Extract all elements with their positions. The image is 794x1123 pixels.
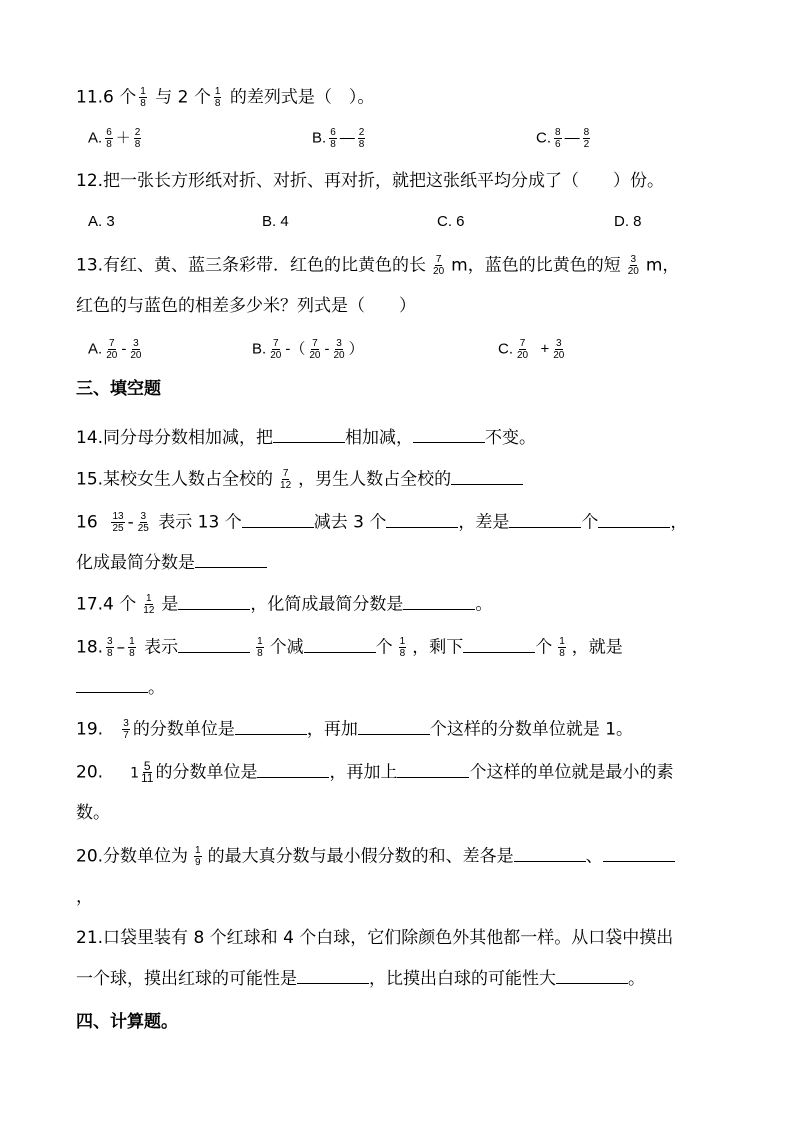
answer-blank[interactable]: [358, 720, 430, 735]
q11-text: 11.6 个: [76, 87, 137, 108]
q11-option-c[interactable]: C. $\frac{8}{6}$ — $\frac{8}{2}$: [536, 127, 590, 150]
answer-blank[interactable]: [273, 428, 345, 443]
question-17: 17.4 个 $\frac{1}{12}$ 是 ，化简成最简分数是 。: [76, 593, 493, 616]
q12-option-b[interactable]: B. 4: [262, 213, 289, 230]
q12-option-c[interactable]: C. 6: [437, 213, 465, 230]
question-20b-line2: ，: [76, 887, 93, 907]
question-13: 13.有红、黄、蓝三条彩带．红色的比黄色的长 $\frac{7}{20}$ m，蓝色的比黄色的短 $\frac{3}{20}$ m，: [76, 254, 680, 277]
answer-blank[interactable]: [178, 638, 250, 653]
answer-blank[interactable]: [403, 595, 475, 610]
answer-blank[interactable]: [514, 847, 586, 862]
question-20b: 20.分数单位为 $\frac{1}{9}$ 的最大真分数与最小假分数的和、差各是 、: [76, 845, 675, 868]
answer-blank[interactable]: [257, 763, 329, 778]
answer-blank[interactable]: [451, 470, 523, 485]
question-21: 21.口袋里装有 8 个红球和 4 个白球，它们除颜色外其他都一样。从口袋中摸出: [76, 928, 674, 948]
answer-blank[interactable]: [195, 553, 267, 568]
question-21-line2: 一个球，摸出红球的可能性是 ，比摸出白球的可能性大 。: [76, 969, 645, 989]
question-14: 14.同分母分数相加减，把 相加减， 不变。: [76, 428, 537, 448]
section-heading-3: 三、填空题: [76, 379, 161, 399]
answer-blank[interactable]: [304, 638, 376, 653]
q13-option-b[interactable]: B. $\frac{7}{20}$ -（ $\frac{7}{20}$ - $\frac{3}{20}$ ）: [252, 338, 364, 361]
answer-blank[interactable]: [386, 513, 458, 528]
question-18-line2: 。: [76, 677, 165, 699]
fraction: $\frac{1}{8}$: [214, 86, 221, 109]
answer-blank[interactable]: [598, 513, 670, 528]
answer-blank[interactable]: [509, 513, 581, 528]
q12-option-d[interactable]: D. 8: [614, 213, 642, 230]
question-19: 19. $\frac{3}{7}$ 的分数单位是 ，再加 个这样的分数单位就是 1。: [76, 718, 634, 741]
q11-option-b[interactable]: B. $\frac{6}{8}$ — $\frac{2}{8}$: [312, 127, 365, 150]
answer-blank[interactable]: [76, 678, 148, 693]
question-12: 12.把一张长方形纸对折、对折、再对折，就把这张纸平均分成了（ ）份。: [76, 171, 665, 191]
answer-blank[interactable]: [397, 763, 469, 778]
answer-blank[interactable]: [242, 513, 314, 528]
answer-blank[interactable]: [463, 638, 535, 653]
answer-blank[interactable]: [413, 428, 485, 443]
question-16-line2: 化成最简分数是: [76, 552, 267, 574]
q13-option-a[interactable]: A. $\frac{7}{20}$ - $\frac{3}{20}$: [88, 338, 142, 361]
answer-blank[interactable]: [556, 969, 628, 984]
question-13-line2: 红色的与蓝色的相差多少米？列式是（ ）: [76, 296, 416, 316]
q13-option-c[interactable]: C. $\frac{7}{20}$ + $\frac{3}{20}$: [498, 338, 565, 361]
question-20a: 20. 1 $\frac{5}{11}$ 的分数单位是 ，再加上 个这样的单位就是最小的素: [76, 759, 674, 785]
answer-blank[interactable]: [603, 847, 675, 862]
question-11: 11.6 个 $\frac{1}{8}$ 与 2 个 $\frac{1}{8}$ 的差列式是（ ）。: [76, 86, 375, 109]
question-20a-line2: 数。: [76, 803, 110, 823]
q12-option-a[interactable]: A. 3: [88, 213, 115, 230]
question-18: 18. $\frac{3}{8}$ – $\frac{1}{8}$ 表示 $\frac{1}{8}$ 个减 个 $\frac{1}{8}$ ，剩下 个 $\frac{1}{8}$ ，就是: [76, 636, 623, 659]
answer-blank[interactable]: [235, 720, 307, 735]
q11-option-a[interactable]: A. $\frac{6}{8}$ ＋ $\frac{2}{8}$: [88, 127, 141, 150]
answer-blank[interactable]: [297, 969, 369, 984]
answer-blank[interactable]: [178, 595, 250, 610]
question-16: 16 $\frac{13}{25}$ - $\frac{3}{25}$ 表示 13 个 减去 3 个 ，差是 个 ，: [76, 511, 688, 534]
fraction: $\frac{1}{8}$: [140, 86, 146, 109]
question-15: 15.某校女生人数占全校的 $\frac{7}{12}$ ，男生人数占全校的: [76, 468, 523, 491]
section-heading-4: 四、计算题。: [76, 1012, 178, 1032]
